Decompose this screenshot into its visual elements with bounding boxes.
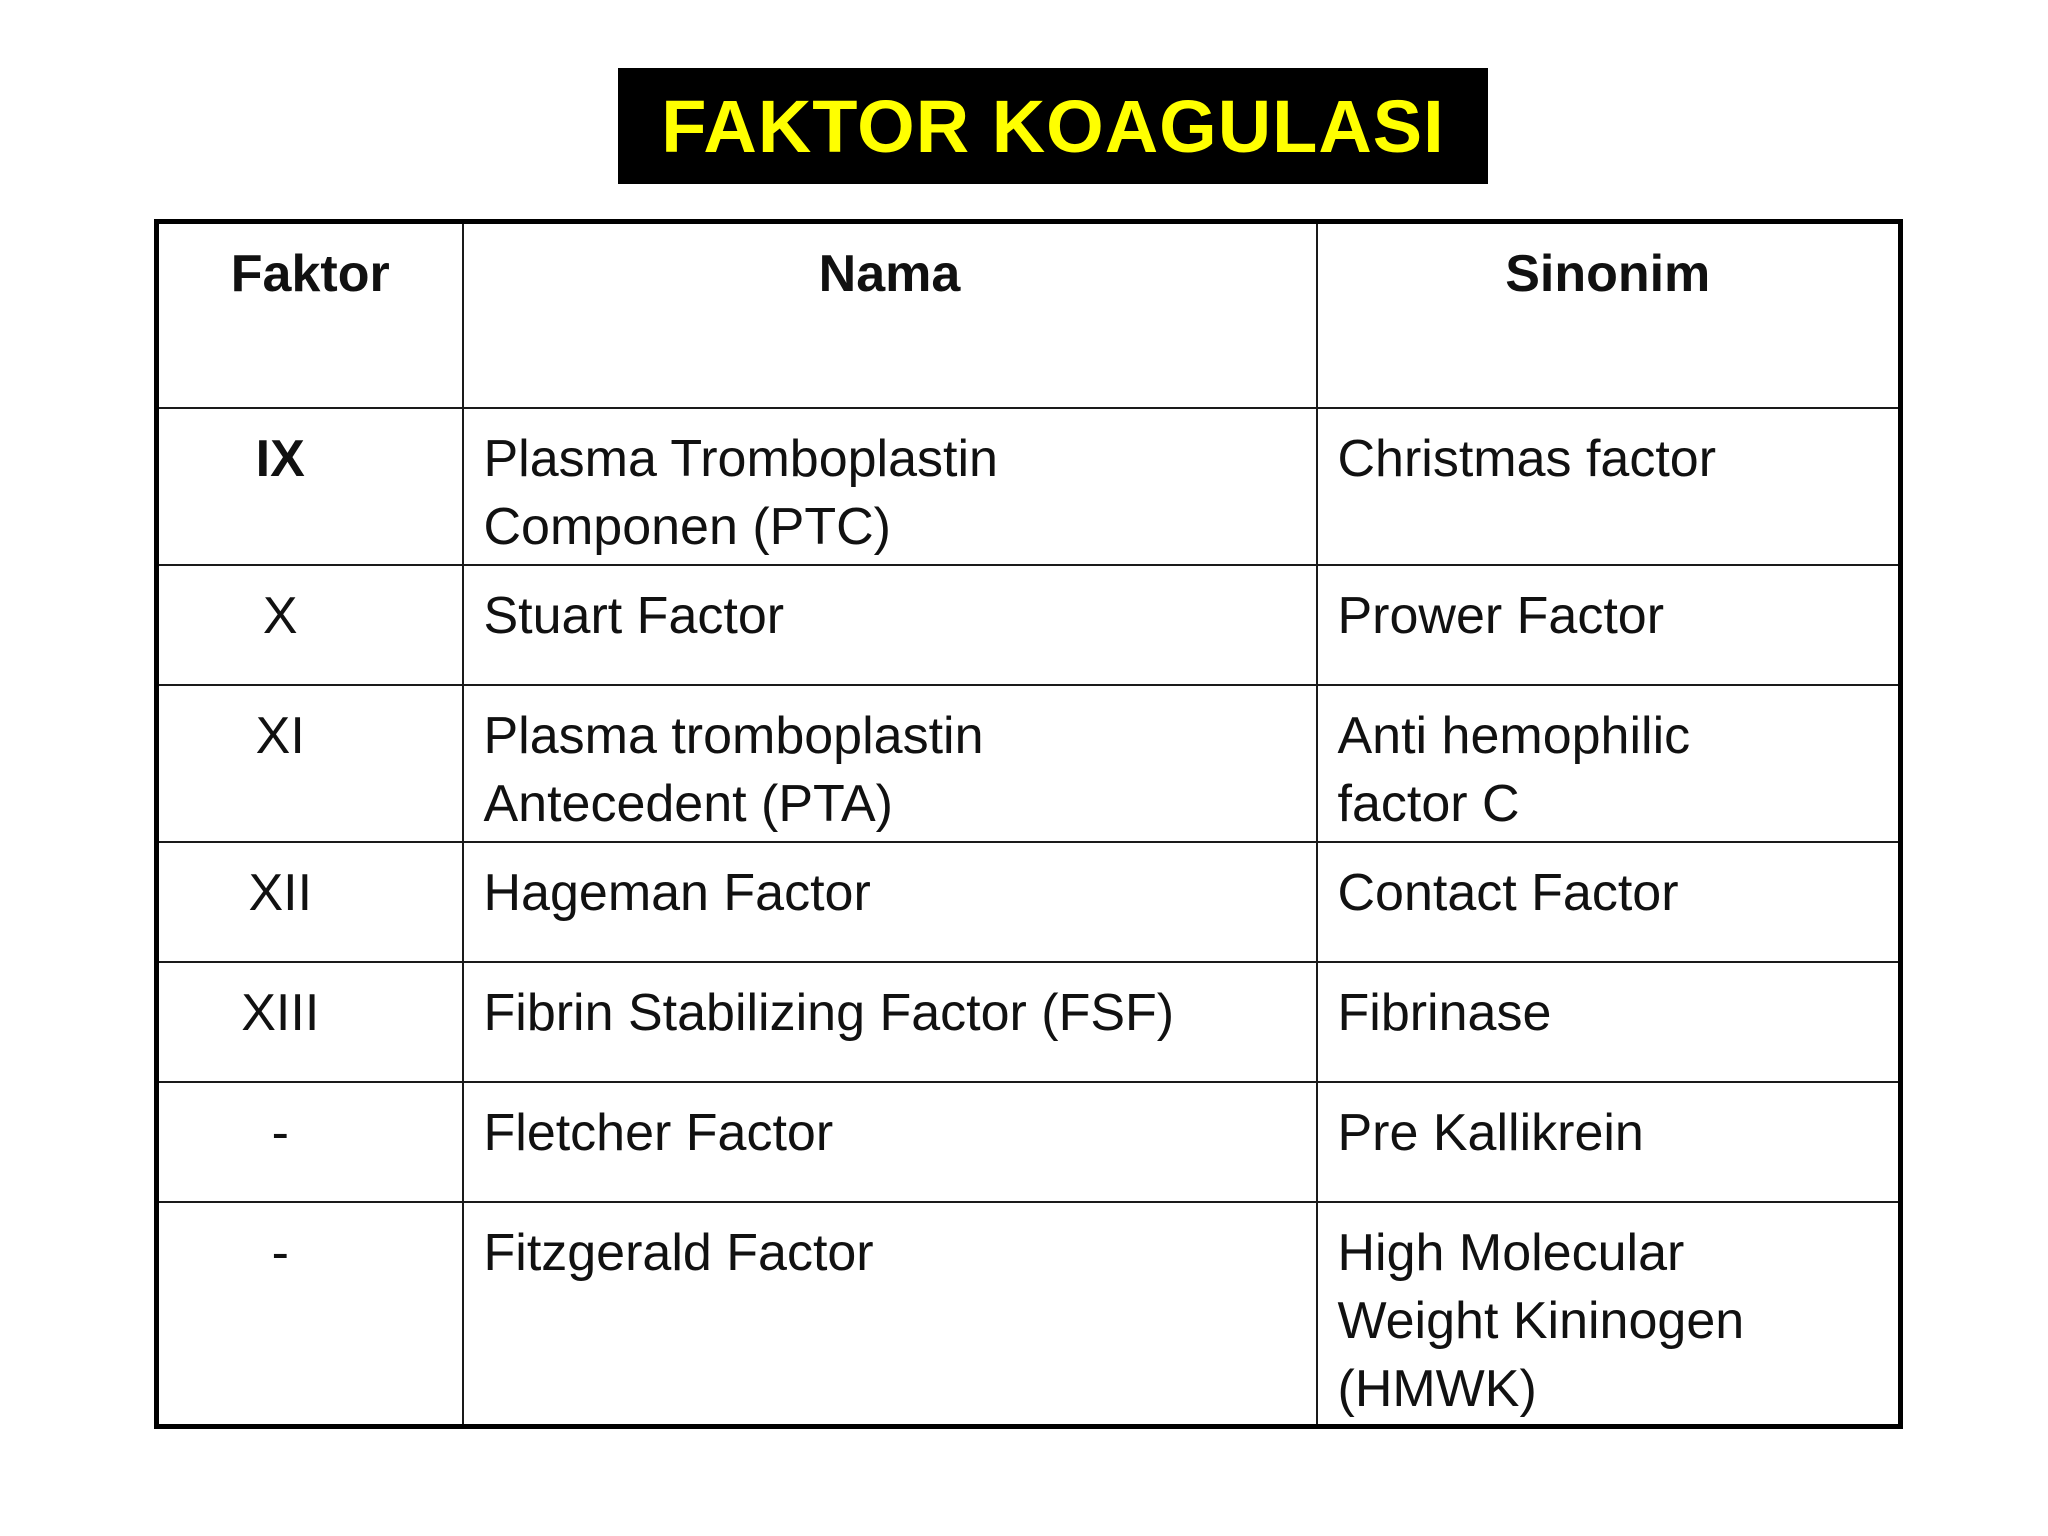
cell-text: (HMWK)	[1337, 1359, 1537, 1418]
cell-text: factor C	[1337, 774, 1520, 833]
cell-text: Fletcher Factor	[483, 1103, 834, 1162]
title-banner	[618, 68, 1488, 184]
cell-text: Anti hemophilic	[1337, 706, 1691, 765]
cell-text: Fitzgerald Factor	[483, 1223, 874, 1282]
header-sinonim: Sinonim	[1317, 222, 1901, 408]
cell-text: Stuart Factor	[483, 586, 785, 645]
cell-text: Fibrinase	[1337, 983, 1552, 1042]
cell-text: Prower Factor	[1337, 586, 1665, 645]
cell-text: Contact Factor	[1337, 863, 1679, 922]
cell-sinonim	[1317, 842, 1901, 962]
table-row	[157, 408, 1901, 565]
cell-sinonim	[1317, 565, 1901, 685]
cell-nama	[463, 842, 1317, 962]
table-row	[157, 685, 1901, 842]
cell-nama	[463, 1202, 1317, 1427]
cell-text: Antecedent (PTA)	[483, 774, 893, 833]
table-row	[157, 565, 1901, 685]
cell-faktor: IX	[157, 408, 463, 565]
cell-nama	[463, 1082, 1317, 1202]
cell-text: Christmas factor	[1337, 429, 1717, 488]
cell-text: Plasma Tromboplastin	[483, 429, 998, 488]
cell-text: Pre Kallikrein	[1337, 1103, 1644, 1162]
cell-nama	[463, 685, 1317, 842]
header-faktor: Faktor	[157, 222, 463, 408]
header-nama: Nama	[463, 222, 1317, 408]
cell-sinonim	[1317, 1202, 1901, 1427]
cell-text: Plasma tromboplastin	[483, 706, 984, 765]
table-row	[157, 962, 1901, 1082]
cell-nama	[463, 565, 1317, 685]
table-row	[157, 1082, 1901, 1202]
cell-faktor: XI	[157, 685, 463, 842]
cell-text: Fibrin Stabilizing Factor (FSF)	[483, 983, 1175, 1042]
cell-text: Hageman Factor	[483, 863, 871, 922]
header-row	[157, 222, 1901, 408]
cell-faktor: XII	[157, 842, 463, 962]
coagulation-factor-table	[154, 219, 1903, 1429]
cell-nama	[463, 962, 1317, 1082]
cell-faktor: XIII	[157, 962, 463, 1082]
cell-sinonim	[1317, 685, 1901, 842]
table-row	[157, 1202, 1901, 1427]
cell-faktor: X	[157, 565, 463, 685]
page-title: FAKTOR KOAGULASI	[661, 84, 1445, 168]
cell-nama	[463, 408, 1317, 565]
cell-text: Componen (PTC)	[483, 497, 891, 556]
table-row	[157, 842, 1901, 962]
cell-sinonim	[1317, 1082, 1901, 1202]
cell-faktor: -	[157, 1082, 463, 1202]
cell-sinonim	[1317, 408, 1901, 565]
cell-sinonim	[1317, 962, 1901, 1082]
cell-text: Weight Kininogen	[1337, 1291, 1745, 1350]
cell-faktor: -	[157, 1202, 463, 1427]
cell-text: High Molecular	[1337, 1223, 1685, 1282]
